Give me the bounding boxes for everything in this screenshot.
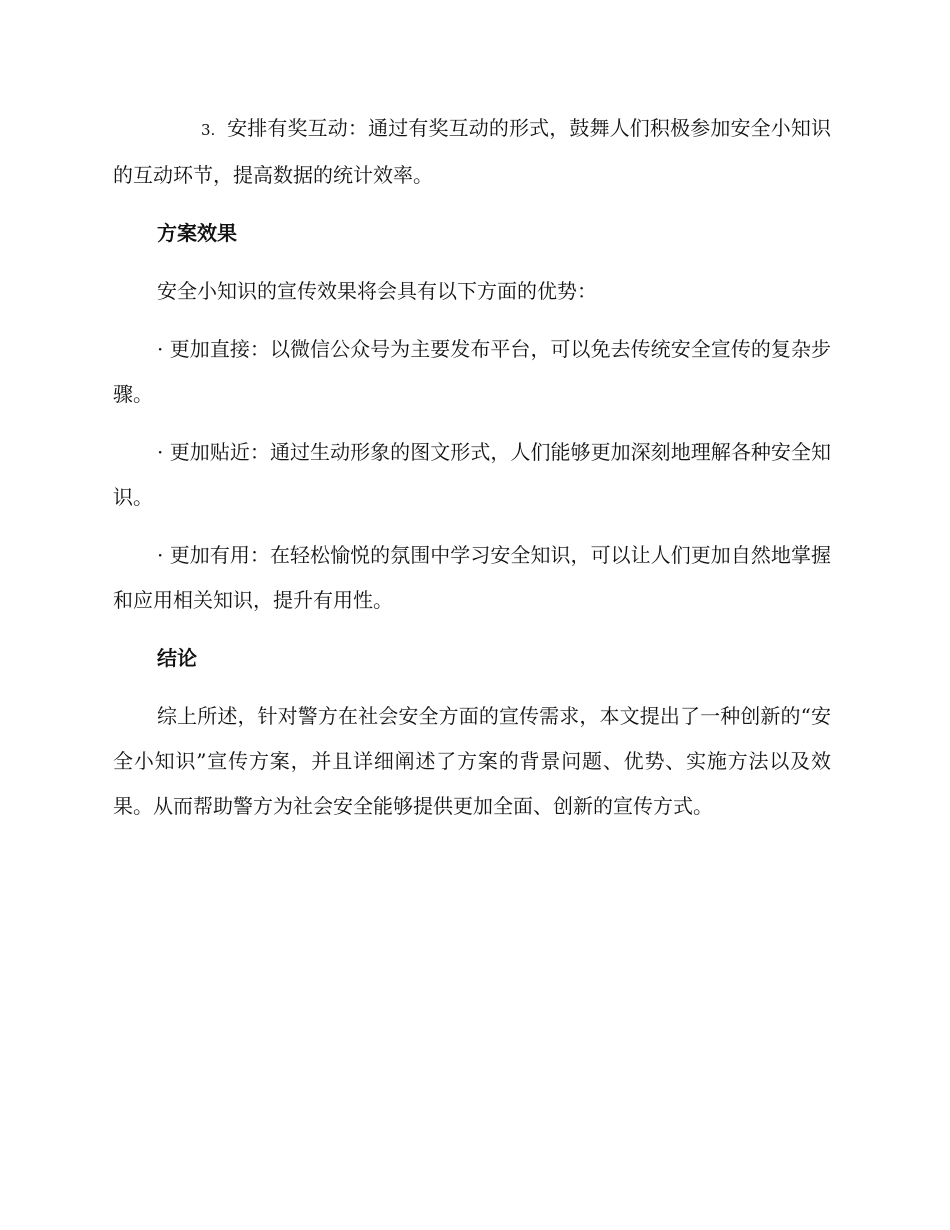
list-item-3: [113, 106, 831, 198]
list-item-number: 3.: [201, 121, 216, 139]
bullet-item-useful: · 更加有用：在轻松愉悦的氛围中学习安全知识，可以让人们更加自然地掌握和应用相关知识，提升有用性。: [113, 543, 831, 612]
section-heading-effect: 方案效果: [157, 221, 237, 245]
effect-intro-paragraph: 安全小知识的宣传效果将会具有以下方面的优势：: [157, 279, 597, 303]
bullet-item-direct: · 更加直接：以微信公众号为主要发布平台，可以免去传统安全宣传的复杂步骤。: [113, 337, 831, 406]
bullet-item-closer: · 更加贴近：通过生动形象的图文形式，人们能够更加深刻地理解各种安全知识。: [113, 440, 831, 509]
section-heading-conclusion: 结论: [157, 646, 197, 670]
list-item-text: 安排有奖互动：通过有奖互动的形式，鼓舞人们积极参加安全小知识的互动环节，提高数据的统计效率。: [113, 116, 831, 187]
conclusion-paragraph: 综上所述，针对警方在社会安全方面的宣传需求，本文提出了一种创新的“安全小知识”宣传方案，并且详细阐述了方案的背景问题、优势、实施方法以及效果。从而帮助警方为社会安全能够提供更加全面、创新的宣传方式。: [113, 704, 831, 818]
document-body: [113, 106, 831, 842]
